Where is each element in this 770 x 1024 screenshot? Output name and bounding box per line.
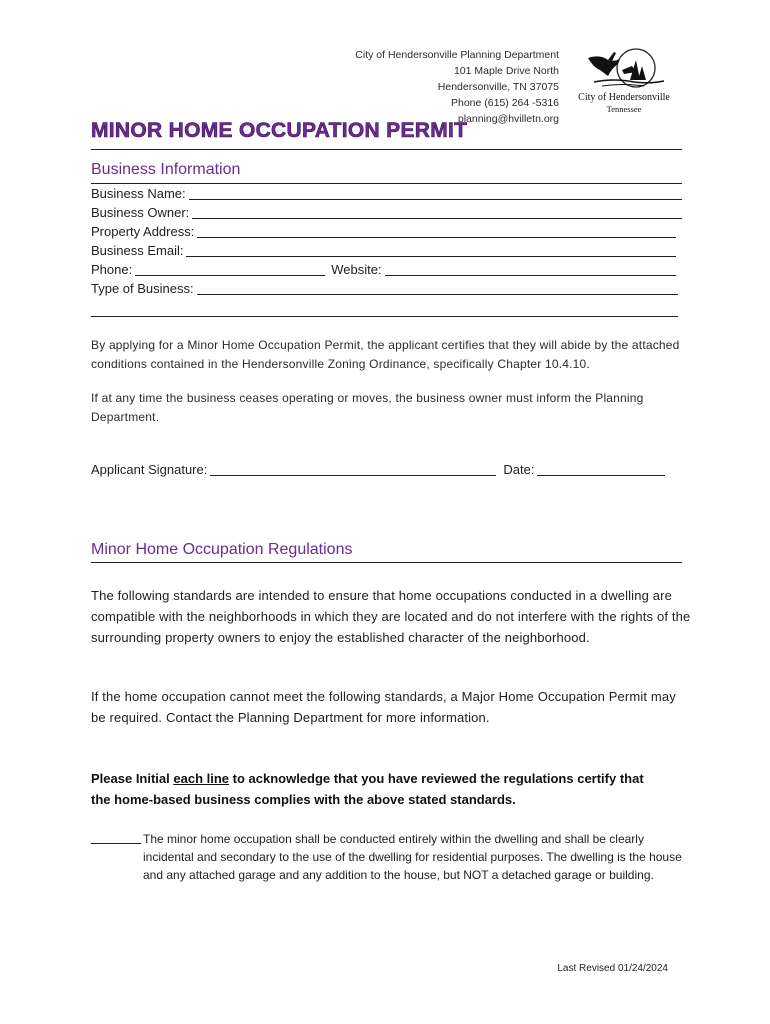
regulations-divider (91, 562, 682, 563)
website-label: Website: (331, 262, 382, 277)
logo-state-name: Tennessee (606, 104, 642, 114)
initial-emphasis: each line (173, 771, 230, 786)
initial-blank[interactable] (91, 830, 141, 844)
certify-paragraph: By applying for a Minor Home Occupation Permit, the applicant certifies that they will abide by the attached conditions contained in the Hendersonville Zoning Ordinance, specifically Chapter 10.4.10. (91, 338, 680, 371)
initial-suffix: to acknowledge that you have reviewed the regulations certify that the home-based business complies with the above stated standards. (91, 771, 644, 807)
page-title: MINOR HOME OCCUPATION PERMIT (91, 119, 468, 142)
phone-label: Phone: (91, 262, 133, 277)
business-name-label: Business Name: (91, 186, 186, 201)
property-address-field[interactable] (91, 223, 676, 241)
website-input[interactable] (385, 275, 676, 276)
signature-label: Applicant Signature: (91, 462, 208, 477)
address-line: Hendersonville, TN 37075 (437, 81, 559, 93)
business-email-label: Business Email: (91, 243, 184, 258)
type-of-business-field[interactable] (91, 280, 678, 298)
business-email-field[interactable] (91, 242, 676, 260)
address-line: Phone (615) 264 -5316 (451, 97, 559, 109)
date-label: Date: (503, 462, 535, 477)
regulation-item (91, 830, 691, 884)
major-permit-note: If the home occupation cannot meet the following standards, a Major Home Occupation Permit may be required. Contact the Planning Department for more information. (91, 689, 676, 725)
type-of-business-label: Type of Business: (91, 281, 194, 296)
business-info-divider (91, 183, 682, 184)
business-owner-label: Business Owner: (91, 205, 190, 220)
city-logo (574, 46, 674, 116)
regulations-intro: The following standards are intended to ensure that home occupations conducted in a dwelling are compatible with the neighborhoods in which they are located and do not interfere with the rights of the surrounding property owners to enjoy the established character of the neighborhood. (91, 588, 691, 645)
phone-website-field[interactable] (91, 261, 676, 279)
business-email-input[interactable] (186, 256, 676, 257)
regulations-heading: Minor Home Occupation Regulations (91, 541, 353, 558)
logo-city-name: City of Hendersonville (578, 92, 670, 103)
regulation-text: The minor home occupation shall be conducted entirely within the dwelling and shall be clearly incidental and secondary to the use of the dwelling for residential purposes. The dwelling is the house and any attached garage and any addition to the house, but NOT a detached garage or building. (143, 832, 682, 882)
title-divider (91, 149, 682, 150)
business-name-field[interactable] (91, 185, 682, 203)
last-revised: Last Revised 01/24/2024 (557, 963, 668, 974)
address-line: City of Hendersonville Planning Department (355, 49, 559, 61)
business-owner-input[interactable] (192, 218, 682, 219)
signature-row[interactable] (91, 461, 665, 479)
email-link[interactable]: planning@hvilletn.org (457, 113, 559, 125)
cease-paragraph: If at any time the business ceases operating or moves, the business owner must inform the Planning Department. (91, 391, 644, 424)
type-of-business-extra-line[interactable] (91, 316, 678, 317)
heron-logo-icon (574, 46, 674, 92)
property-address-label: Property Address: (91, 224, 195, 239)
business-info-heading: Business Information (91, 161, 241, 178)
phone-input[interactable] (135, 275, 325, 276)
business-owner-field[interactable] (91, 204, 682, 222)
initial-prefix: Please Initial (91, 771, 174, 786)
address-line: 101 Maple Drive North (453, 65, 559, 77)
department-address (355, 47, 559, 127)
signature-input[interactable] (210, 475, 496, 476)
business-name-input[interactable] (189, 199, 682, 200)
initial-instructions (91, 768, 666, 810)
type-of-business-input[interactable] (197, 294, 678, 295)
date-input[interactable] (537, 475, 665, 476)
property-address-input[interactable] (197, 237, 676, 238)
